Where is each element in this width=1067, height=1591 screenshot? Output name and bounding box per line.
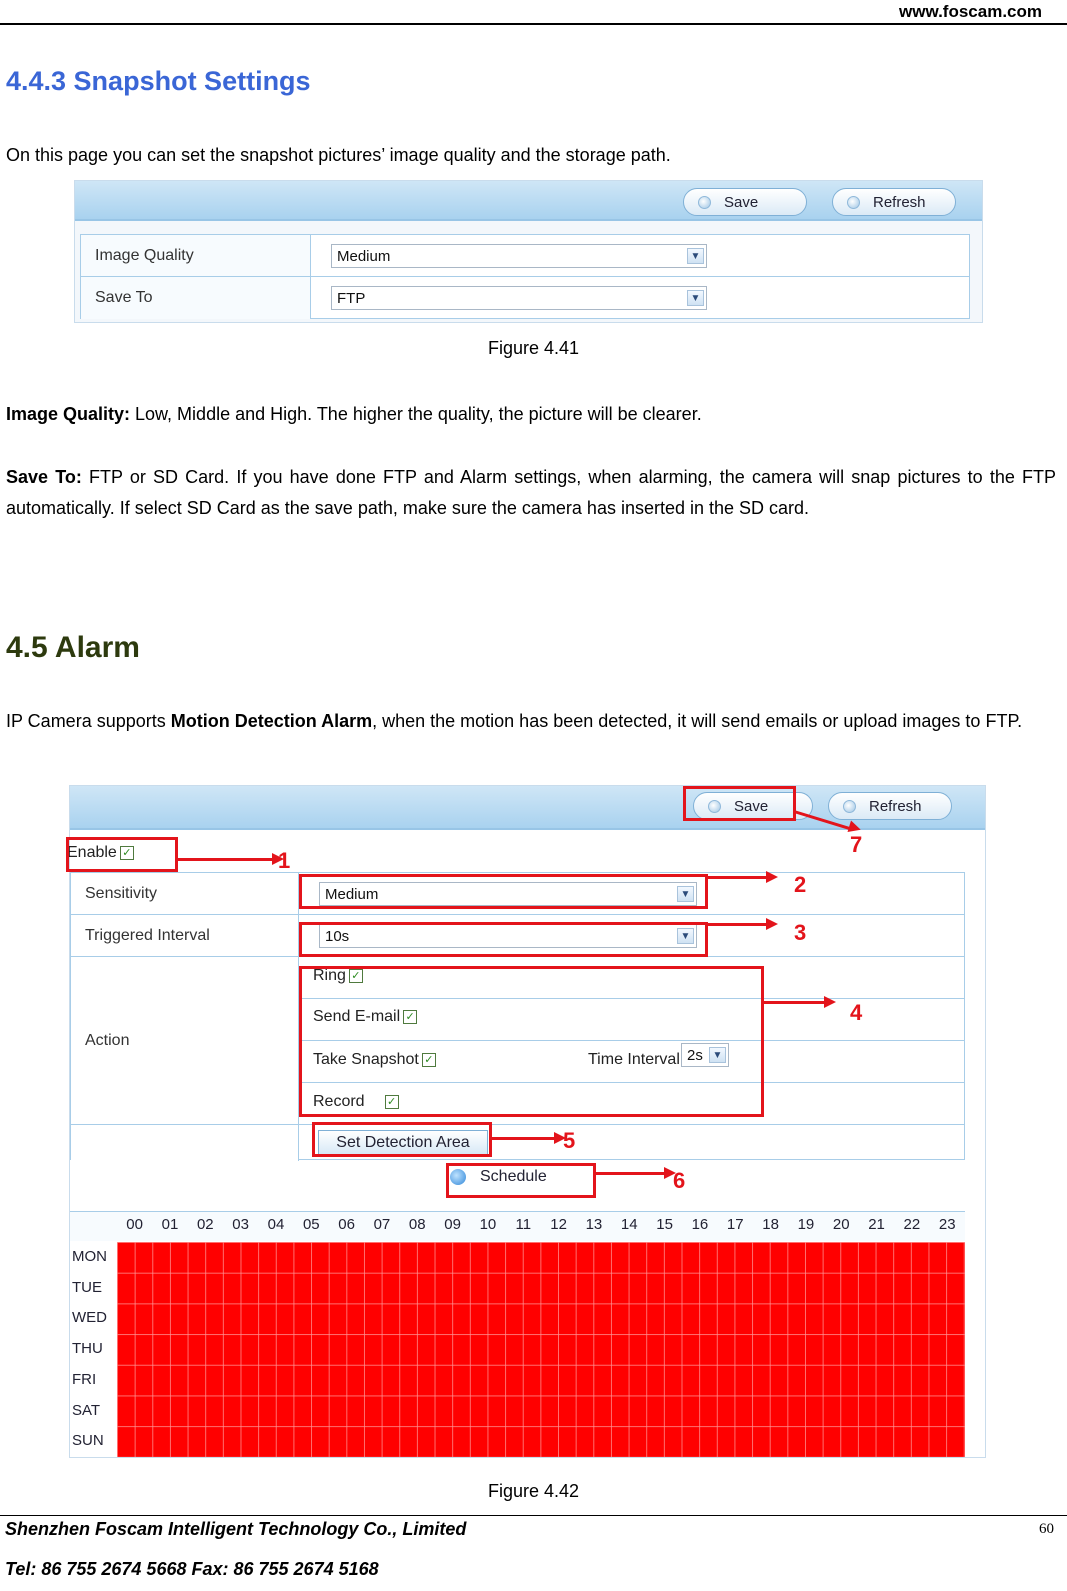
record-checkbox[interactable]: Record ✓ [313,1093,399,1111]
footer-rule [0,1515,1067,1516]
check-icon: ✓ [385,1095,399,1109]
enable-checkbox-row[interactable]: Enable ✓ [67,844,134,862]
chevron-down-icon: ▼ [687,248,704,264]
check-icon: ✓ [422,1053,436,1067]
schedule-grid[interactable] [117,1242,965,1457]
figure-caption-4-41: Figure 4.41 [487,338,580,358]
motion-detection-term: Motion Detection Alarm [170,711,373,731]
hour-label: 15 [656,1216,673,1233]
arrow-icon [824,996,836,1008]
hour-label: 10 [479,1216,497,1233]
hour-label: 04 [267,1216,285,1233]
day-label: THU [72,1340,103,1358]
refresh-icon [847,196,860,209]
sensitivity-label: Sensitivity [71,873,299,914]
callout-number-7: 7 [850,832,863,857]
header-rule [0,23,1067,25]
alarm-toolbar [70,786,985,830]
refresh-icon [843,800,856,813]
callout-box-save [683,786,796,821]
save-to-label: Save To [81,277,311,319]
hour-label: 17 [726,1216,744,1233]
hour-labels [117,1216,965,1238]
triggered-interval-select[interactable]: 10s ▼ [319,924,697,948]
callout-box-schedule [446,1163,596,1198]
hour-label: 01 [161,1216,179,1233]
footer-company: Shenzhen Foscam Intelligent Technology Co., Limited [5,1519,467,1539]
hour-label: 21 [868,1216,885,1233]
image-quality-term: Image Quality: [6,404,131,424]
hour-label: 02 [196,1216,214,1233]
image-quality-paragraph [6,399,1056,430]
day-label: SAT [72,1401,101,1419]
day-label: FRI [72,1370,97,1388]
hour-label: 13 [585,1216,603,1233]
chevron-down-icon: ▼ [677,886,694,902]
callout-box-action [299,966,764,1117]
footer-contact: Tel: 86 755 2674 5668 Fax: 86 755 2674 5168 [5,1559,379,1579]
ring-checkbox[interactable]: Ring ✓ [313,967,363,985]
snapshot-heading: 4.4.3 Snapshot Settings [6,66,311,96]
callout-number-1: 1 [278,848,291,873]
save-icon [698,196,711,209]
save-button[interactable]: Save [683,188,807,216]
hour-label: 08 [408,1216,426,1233]
image-quality-label: Image Quality [81,235,311,276]
save-to-row [81,277,969,319]
arrow-icon [766,871,778,883]
snapshot-toolbar [75,181,982,221]
save-to-term: Save To: [6,467,82,487]
time-interval-select[interactable]: 2s ▼ [681,1043,729,1067]
hour-label: 22 [903,1216,921,1233]
check-icon: ✓ [403,1010,417,1024]
hour-label: 03 [232,1216,249,1233]
day-label: TUE [72,1278,102,1296]
chevron-down-icon: ▼ [709,1047,726,1063]
hour-label: 23 [938,1216,956,1233]
sensitivity-select[interactable]: Medium ▼ [319,882,697,906]
snapshot-settings-screenshot [74,180,983,323]
save-to-paragraph [6,462,1056,524]
hour-label: 19 [797,1216,815,1233]
hour-label: 16 [691,1216,709,1233]
day-label: MON [72,1248,107,1265]
save-to-desc: FTP or SD Card. If you have done FTP and Alarm settings, when alarming, the camera will snap pictures to the FTP automatically. If select SD Card as the save path, make sure the camera has inserted in the SD card. [6,467,1056,518]
time-interval-label: Time Interval [588,1051,680,1068]
set-detection-area-button[interactable]: Set Detection Area [318,1130,488,1156]
callout-number-6: 6 [673,1168,686,1193]
callout-number-4: 4 [850,1000,863,1025]
hour-label: 18 [762,1216,779,1233]
day-label: SUN [72,1432,104,1450]
callout-box-interval [299,922,708,957]
callout-number-5: 5 [563,1128,576,1153]
callout-box-sensitivity [299,874,708,909]
snapshot-settings-table [80,234,970,319]
callout-box-enable [66,837,178,872]
take-snapshot-checkbox[interactable]: Take Snapshot ✓ [313,1051,436,1069]
hour-label: 20 [832,1216,850,1233]
schedule-button[interactable]: Schedule [450,1168,547,1186]
hour-label: 14 [620,1216,638,1233]
day-label: WED [72,1309,107,1327]
callout-box-detection-area [312,1122,492,1157]
image-quality-row [81,235,969,277]
chevron-down-icon: ▼ [687,290,704,306]
check-icon: ✓ [120,846,134,860]
day-labels [70,1242,116,1457]
hour-label: 00 [126,1216,143,1233]
triggered-interval-label: Triggered Interval [71,915,299,956]
refresh-button[interactable]: Refresh [832,188,956,216]
alarm-refresh-button[interactable]: Refresh [828,792,952,820]
schedule-header [70,1211,965,1241]
alarm-intro: IP Camera supports Motion Detection Alarm, when the motion has been detected, it will send emails or upload images to FTP. [6,711,1023,731]
arrow-icon [766,918,778,930]
site-url: www.foscam.com [899,2,1042,21]
hour-label: 09 [444,1216,461,1233]
image-quality-desc: Low, Middle and High. The higher the quality, the picture will be clearer. [130,404,702,424]
hour-label: 12 [550,1216,567,1233]
hour-label: 06 [338,1216,355,1233]
detection-area-row [71,1125,964,1161]
hour-label: 11 [515,1216,532,1233]
save-to-select[interactable]: FTP ▼ [331,286,707,310]
action-label: Action [71,957,299,1124]
image-quality-select[interactable]: Medium ▼ [331,244,707,268]
chevron-down-icon: ▼ [677,928,694,944]
figure-caption-4-42: Figure 4.42 [487,1481,580,1501]
hour-label: 05 [302,1216,320,1233]
alarm-settings-screenshot [69,785,986,1458]
page-number: 60 [1039,1521,1054,1537]
check-icon: ✓ [349,969,363,983]
send-email-checkbox[interactable]: Send E-mail ✓ [313,1008,417,1026]
callout-number-3: 3 [794,920,807,945]
alarm-heading: 4.5 Alarm [6,631,140,664]
hour-label: 07 [373,1216,391,1233]
snapshot-intro: On this page you can set the snapshot pictures’ image quality and the storage path. [6,145,671,165]
callout-number-2: 2 [794,872,807,897]
alarm-save-button[interactable]: Save [693,792,813,820]
